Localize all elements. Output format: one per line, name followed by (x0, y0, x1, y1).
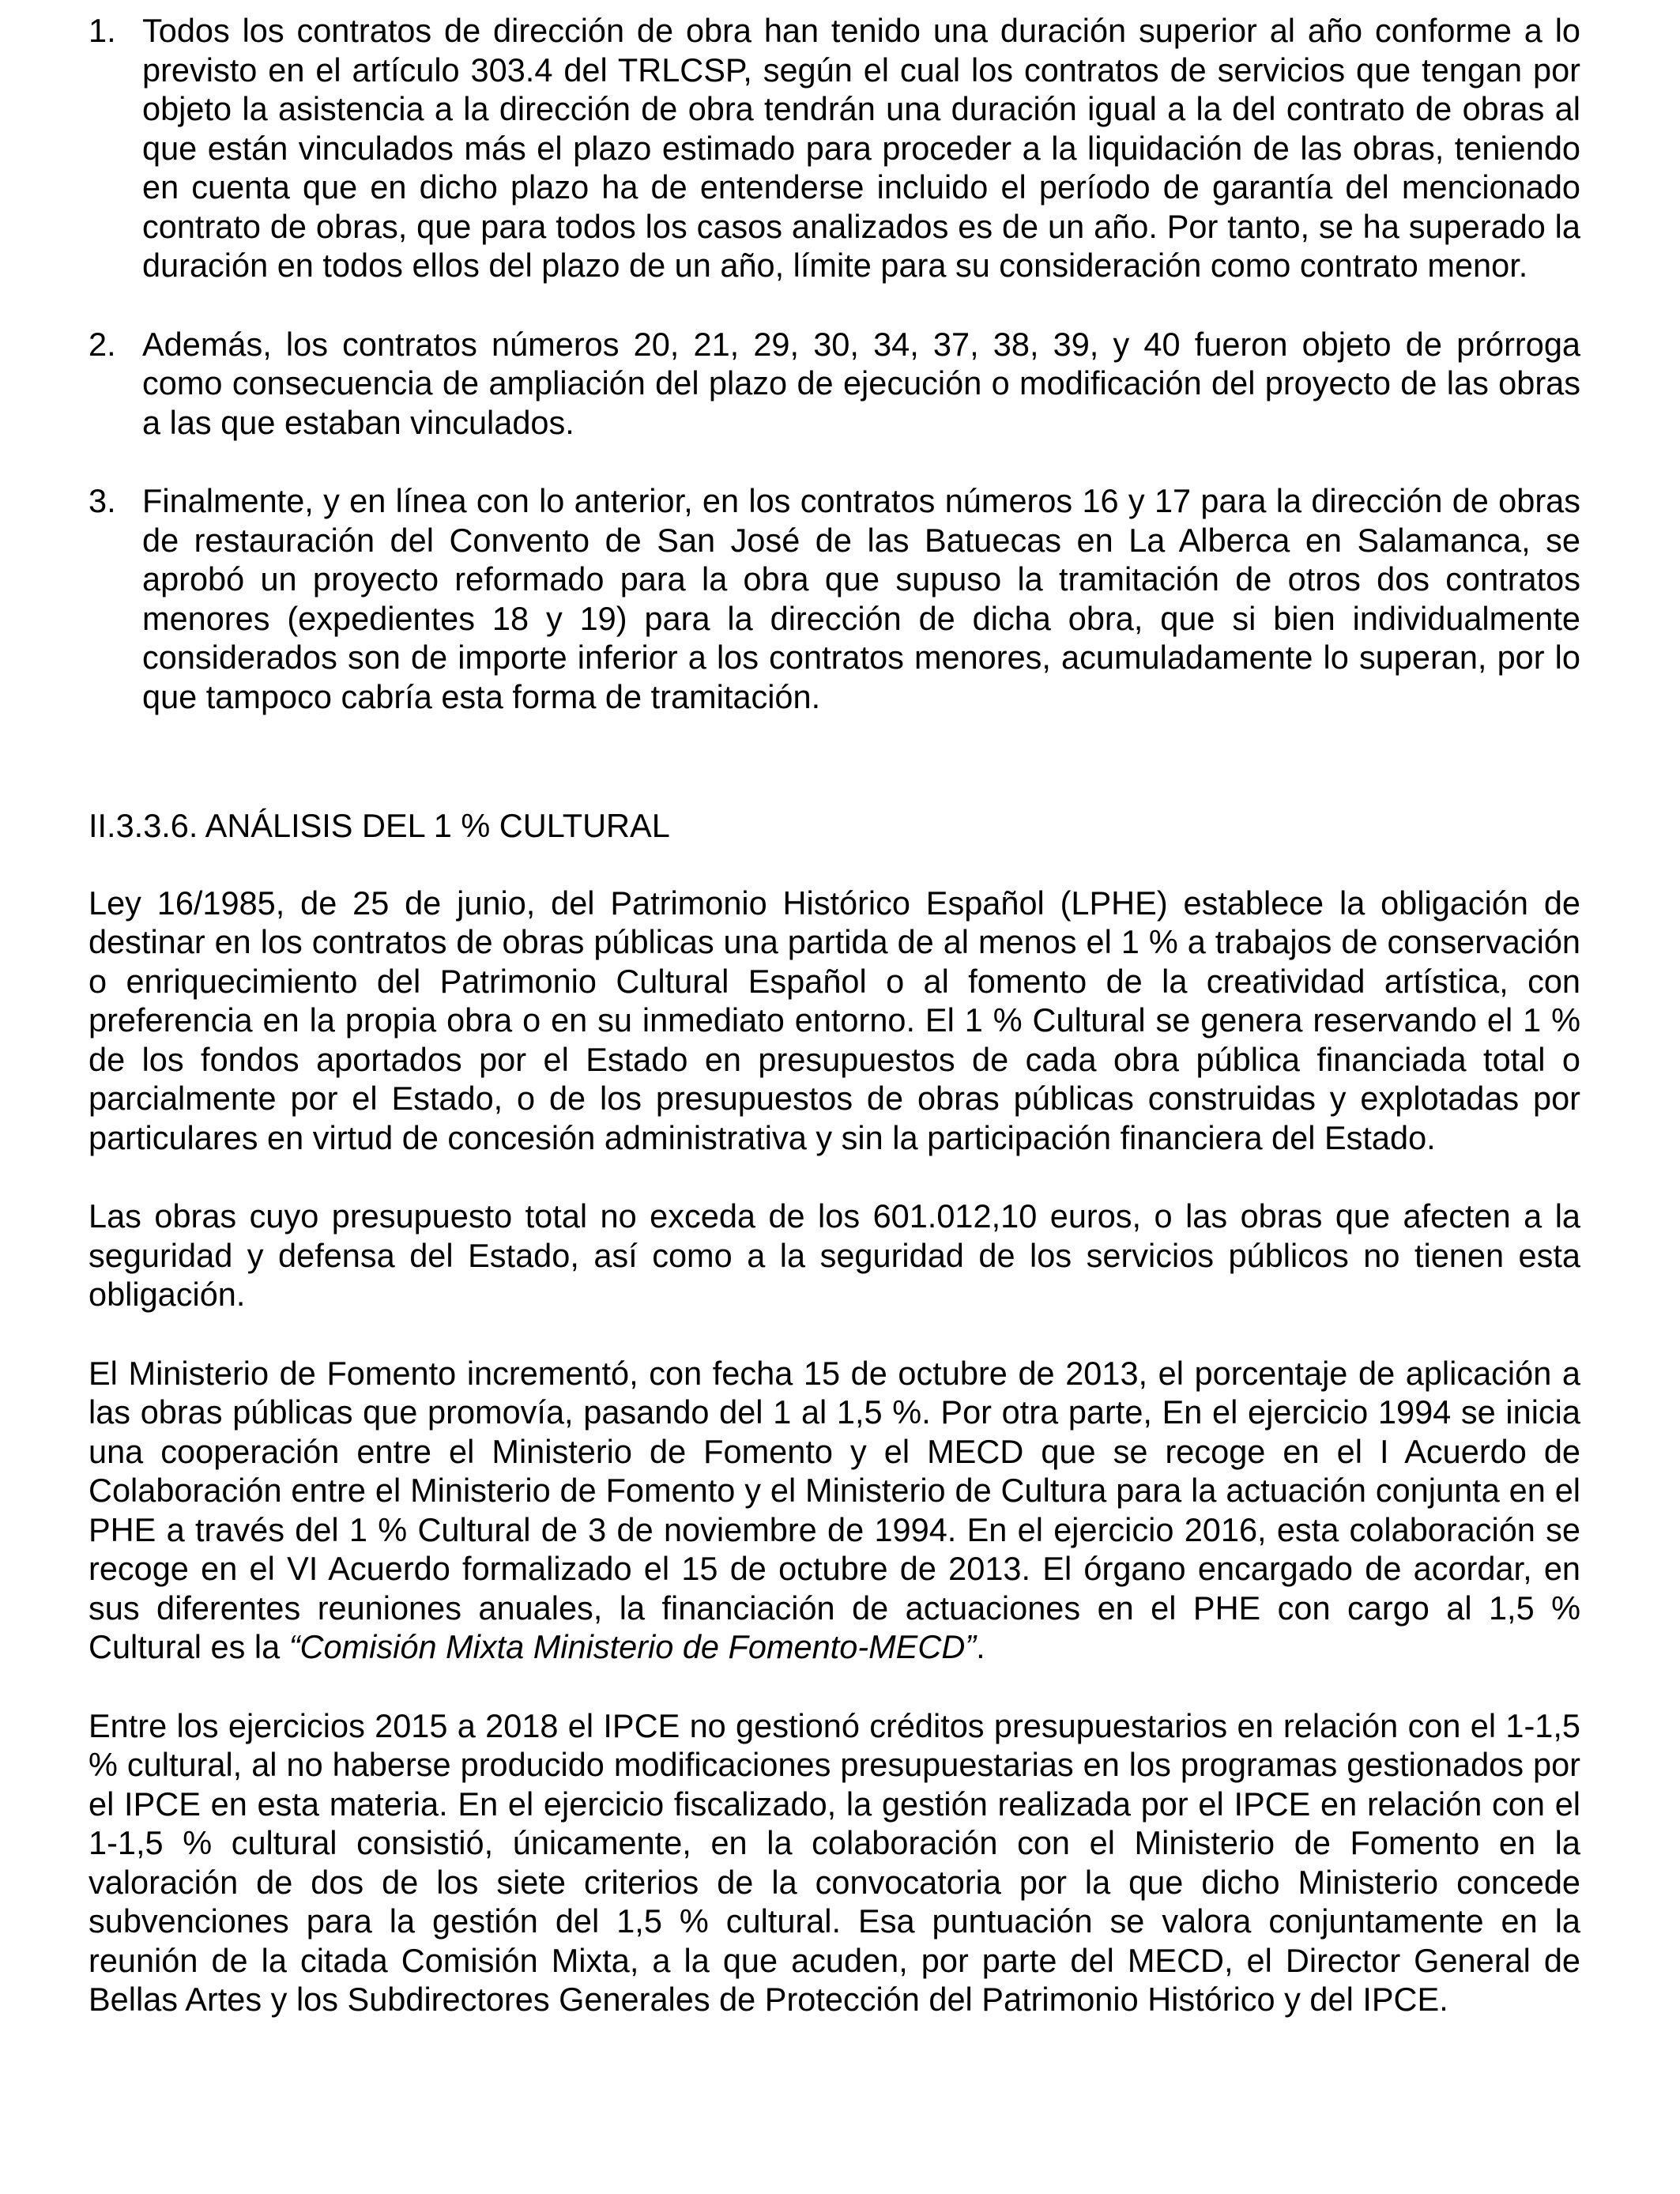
numbered-list (89, 11, 1580, 716)
list-item-number: 3. (89, 482, 116, 519)
list-item-number: 1. (89, 12, 116, 49)
paragraph-lphe: Ley 16/1985, de 25 de junio, del Patrimonio Histórico Español (LPHE) establece la obligación de destinar en los contratos de obras públicas una partida de al menos el 1 % a trabajos de conservación o enriquecimiento del Patrimonio Cultural Español o al fomento de la creatividad artística, con preferencia en la propia obra o en su inmediato entorno. El 1 % Cultural se genera reservando el 1 % de los fondos aportados por el Estado en presupuestos de cada obra pública financiada total o parcialmente por el Estado, o de los presupuestos de obras públicas construidas y explotadas por particulares en virtud de concesión administrativa y sin la participación financiera del Estado. (89, 884, 1580, 1156)
commission-name: “Comisión Mixta Ministerio de Fomento-MECD” (288, 1628, 977, 1665)
section-heading: II.3.3.6. ANÁLISIS DEL 1 % CULTURAL (89, 807, 670, 844)
list-item-text: Finalmente, y en línea con lo anterior, en los contratos números 16 y 17 para la dirección de obras de restauración del Convento de San José de las Batuecas en La Alberca en Salamanca, se aprobó un proyecto reformado para la obra que supuso la tramitación de otros dos contratos menores (expedientes 18 y 19) para la dirección de dicha obra, que si bien individualmente considerados son de importe inferior a los contratos menores, acumuladamente lo superan, por lo que tampoco cabría esta forma de tramitación. (142, 482, 1580, 715)
list-item-text: Además, los contratos números 20, 21, 29, 30, 34, 37, 38, 39, y 40 fueron objeto de prórroga como consecuencia de ampliación del plazo de ejecución o modificación del proyecto de las obras a las que estaban vinculados. (142, 325, 1580, 441)
list-item (89, 481, 1580, 716)
paragraph-exemptions: Las obras cuyo presupuesto total no exceda de los 601.012,10 euros, o las obras que afecten a la seguridad y defensa del Estado, así como a la seguridad de los servicios públicos no tienen esta obligación. (89, 1197, 1580, 1313)
paragraph-text: El Ministerio de Fomento incrementó, con fecha 15 de octubre de 2013, el porcentaje de aplicación a las obras públicas que promovía, pasando del 1 al 1,5 %. Por otra parte, En el ejercicio 1994 se inicia una cooperación entre el Ministerio de Fomento y el MECD que se recoge en el I Acuerdo de Colaboración entre el Ministerio de Fomento y el Ministerio de Cultura para la actuación conjunta en el PHE a través del 1 % Cultural de 3 de noviembre de 1994. En el ejercicio 2016, esta colaboración se recoge en el VI Acuerdo formalizado el 15 de octubre de 2013. El órgano encargado de acordar, en sus diferentes reuniones anuales, la financiación de actuaciones en el PHE con cargo al 1,5 % Cultural es la (89, 1354, 1580, 1665)
paragraph-fomento-cooperation (89, 1354, 1580, 1667)
paragraph-text-end: . (976, 1628, 985, 1665)
list-item-text: Todos los contratos de dirección de obra han tenido una duración superior al año conforme a lo previsto en el artículo 303.4 del TRLCSP, según el cual los contratos de servicios que tengan por objeto la asistencia a la dirección de obra tendrán una duración igual a la del contrato de obras al que están vinculados más el plazo estimado para proceder a la liquidación de las obras, teniendo en cuenta que en dicho plazo ha de entenderse incluido el período de garantía del mencionado contrato de obras, que para todos los casos analizados es de un año. Por tanto, se ha superado la duración en todos ellos del plazo de un año, límite para su consideración como contrato menor. (142, 12, 1580, 284)
list-item-number: 2. (89, 325, 116, 363)
list-item (89, 325, 1580, 443)
paragraph-ipce-management: Entre los ejercicios 2015 a 2018 el IPCE no gestionó créditos presupuestarios en relación con el 1-1,5 % cultural, al no haberse producido modificaciones presupuestarias en los programas gestionados por el IPCE en esta materia. En el ejercicio fiscalizado, la gestión realizada por el IPCE en relación con el 1-1,5 % cultural consistió, únicamente, en la colaboración con el Ministerio de Fomento en la valoración de dos de los siete criterios de la convocatoria por la que dicho Ministerio concede subvenciones para la gestión del 1,5 % cultural. Esa puntuación se valora conjuntamente en la reunión de la citada Comisión Mixta, a la que acuden, por parte del MECD, el Director General de Bellas Artes y los Subdirectores Generales de Protección del Patrimonio Histórico y del IPCE. (89, 1706, 1580, 2018)
document-page (89, 11, 1580, 2059)
list-item (89, 11, 1580, 285)
